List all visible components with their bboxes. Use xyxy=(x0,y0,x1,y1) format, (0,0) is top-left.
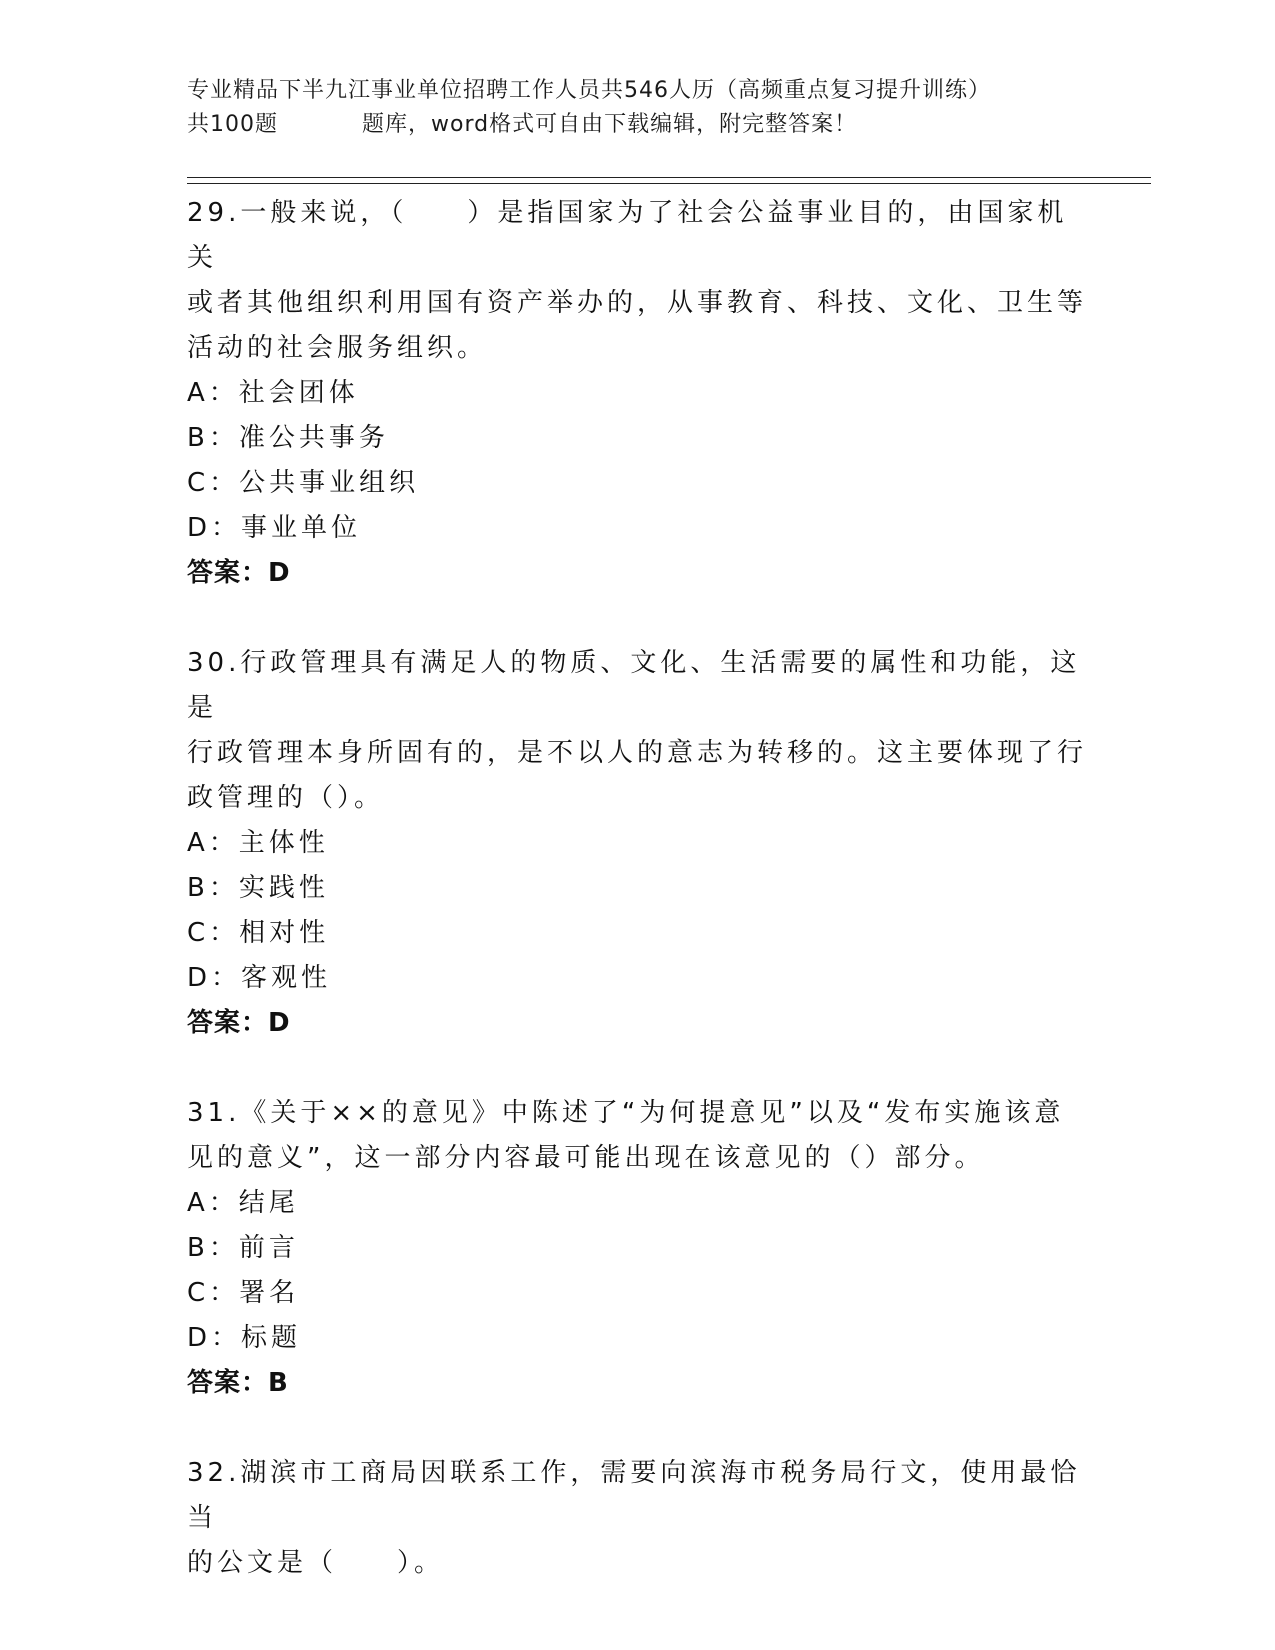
option-d: D：客观性 xyxy=(187,963,332,993)
question-31 xyxy=(187,1091,1087,1406)
answer: 答案：D xyxy=(187,558,291,588)
option-b: B：实践性 xyxy=(187,873,329,903)
question-30 xyxy=(187,641,1087,1046)
question-text-line: 29.一般来说，（ ）是指国家为了社会公益事业目的，由国家机关 xyxy=(187,198,1068,273)
question-text-line: 活动的社会服务组织。 xyxy=(187,333,488,363)
header-divider-top xyxy=(187,177,1151,178)
question-text-line: 或者其他组织利用国有资产举办的，从事教育、科技、文化、卫生等 xyxy=(187,288,1088,318)
option-b: B：准公共事务 xyxy=(187,423,389,453)
option-c: C：署名 xyxy=(187,1278,300,1308)
option-a: A：结尾 xyxy=(187,1188,299,1218)
question-text-line: 31.《关于××的意见》中陈述了“为何提意见”以及“发布实施该意 xyxy=(187,1098,1065,1128)
question-29 xyxy=(187,191,1087,596)
option-c: C：相对性 xyxy=(187,918,330,948)
option-a: A：主体性 xyxy=(187,828,329,858)
header-title-line: 专业精品下半九江事业单位招聘工作人员共546人历（高频重点复习提升训练） xyxy=(187,78,991,103)
header-subtitle-line xyxy=(187,108,1087,142)
question-text-line: 见的意义”，这一部分内容最可能出现在该意见的（）部分。 xyxy=(187,1143,985,1173)
option-c: C：公共事业组织 xyxy=(187,468,420,498)
question-text-line: 政管理的（）。 xyxy=(187,783,385,813)
header-description: 题库，word格式可自由下载编辑，附完整答案！ xyxy=(362,112,858,137)
question-text-line: 30.行政管理具有满足人的物质、文化、生活需要的属性和功能，这是 xyxy=(187,648,1081,723)
question-list xyxy=(187,191,1087,1586)
question-32 xyxy=(187,1451,1087,1586)
answer: 答案：D xyxy=(187,1008,291,1038)
document-header xyxy=(187,74,1087,142)
question-text-line: 行政管理本身所固有的，是不以人的意志为转移的。这主要体现了行 xyxy=(187,738,1088,768)
option-d: D：事业单位 xyxy=(187,513,362,543)
option-a: A：社会团体 xyxy=(187,378,359,408)
question-text-line: 32.湖滨市工商局因联系工作，需要向滨海市税务局行文，使用最恰当 xyxy=(187,1458,1081,1533)
question-text-line: 的公文是（ ）。 xyxy=(187,1548,445,1578)
header-question-count: 共100题 xyxy=(187,112,278,137)
header-divider-bottom xyxy=(187,183,1151,184)
option-b: B：前言 xyxy=(187,1233,299,1263)
option-d: D：标题 xyxy=(187,1323,302,1353)
answer: 答案：B xyxy=(187,1368,289,1398)
